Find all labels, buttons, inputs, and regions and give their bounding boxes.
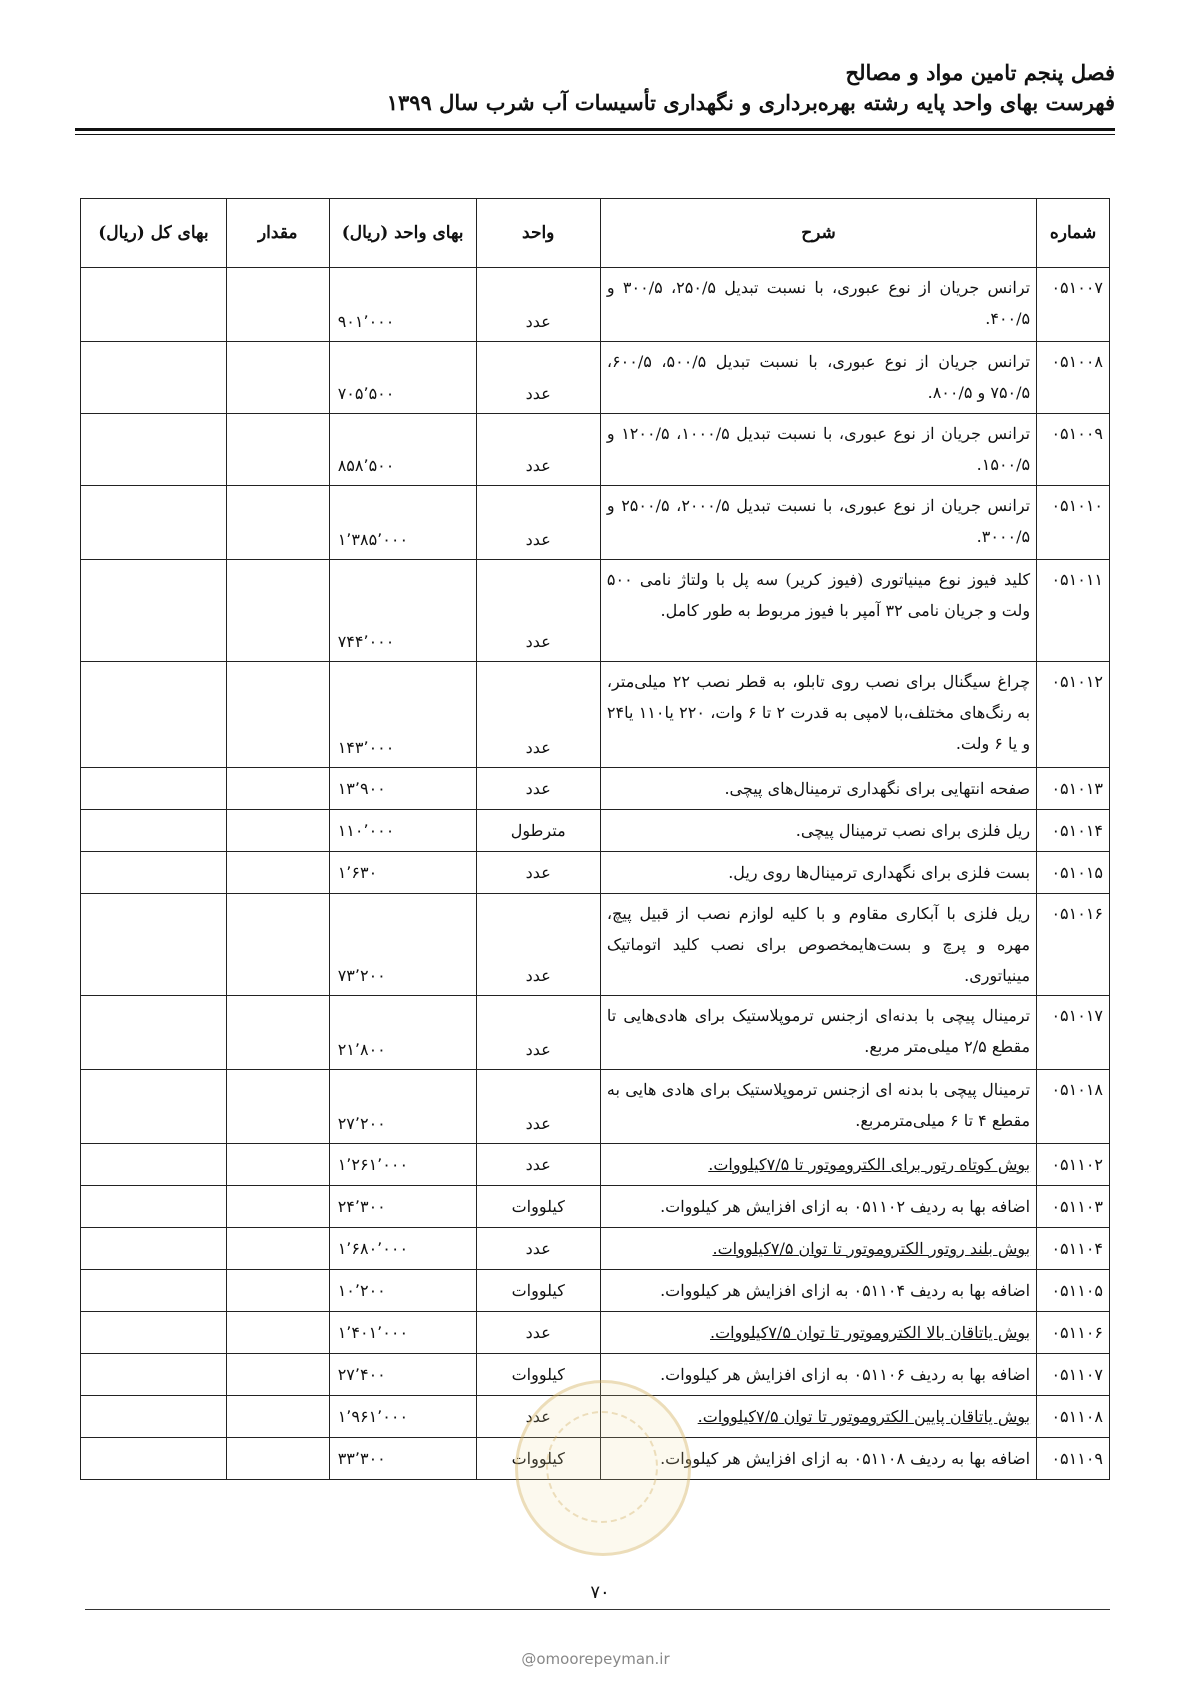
- item-description-text: ترانس جریان از نوع عبوری، با نسبت تبدیل ۲۰۰۰/۵، ۲۵۰۰/۵ و ۳۰۰۰/۵.: [606, 496, 1031, 546]
- item-code: ۰۵۱۱۰۸: [1037, 1396, 1110, 1438]
- item-description-text: ترانس جریان از نوع عبوری، با نسبت تبدیل ۲۵۰/۵، ۳۰۰/۵ و ۴۰۰/۵.: [606, 278, 1031, 328]
- item-code: ۰۵۱۱۰۹: [1037, 1438, 1110, 1480]
- table-row: [81, 560, 1110, 662]
- item-unit: عدد: [476, 1312, 600, 1354]
- item-unit: عدد: [476, 268, 600, 342]
- item-quantity: [226, 414, 329, 486]
- item-description-text: اضافه بها به ردیف ۰۵۱۱۰۲ به ازای افزایش هر کیلووات.: [660, 1197, 1031, 1216]
- item-code: ۰۵۱۰۱۲: [1037, 662, 1110, 768]
- item-code: ۰۵۱۱۰۳: [1037, 1186, 1110, 1228]
- item-unit: کیلووات: [476, 1270, 600, 1312]
- header-unit: واحد: [476, 199, 600, 268]
- item-quantity: [226, 486, 329, 560]
- item-total-price: [81, 996, 227, 1070]
- item-description-text: بست فلزی برای نگهداری ترمینال‌ها روی ریل.: [728, 863, 1031, 882]
- item-unit-price: ۷۰۵٬۵۰۰: [329, 342, 476, 414]
- item-code: ۰۵۱۰۱۶: [1037, 894, 1110, 996]
- item-description: [600, 1312, 1036, 1354]
- header-unit-price: بهای واحد (ریال): [329, 199, 476, 268]
- item-quantity: [226, 342, 329, 414]
- page-header: [75, 58, 1115, 118]
- item-unit-price: ۱٬۳۸۵٬۰۰۰: [329, 486, 476, 560]
- item-code: ۰۵۱۱۰۲: [1037, 1144, 1110, 1186]
- table-row: [81, 1144, 1110, 1186]
- table-row: [81, 894, 1110, 996]
- item-quantity: [226, 560, 329, 662]
- item-code: ۰۵۱۱۰۶: [1037, 1312, 1110, 1354]
- item-quantity: [226, 852, 329, 894]
- website-watermark: @omoorepeyman.ir: [521, 1650, 670, 1668]
- item-unit: عدد: [476, 1396, 600, 1438]
- item-unit-price: ۷۴۴٬۰۰۰: [329, 560, 476, 662]
- item-description-text: بوش بلند روتور الکتروموتور تا توان ۷/۵کیلووات.: [712, 1239, 1031, 1258]
- item-unit-price: ۱٬۲۶۱٬۰۰۰: [329, 1144, 476, 1186]
- item-description-text: صفحه انتهایی برای نگهداری ترمینال‌های پیچی.: [724, 779, 1031, 798]
- item-description: [600, 342, 1036, 414]
- table-row: [81, 1270, 1110, 1312]
- table-row: [81, 342, 1110, 414]
- item-description-text: بوش یاتاقان پایین الکتروموتور تا توان ۷/۵کیلووات.: [697, 1407, 1031, 1426]
- item-description: [600, 268, 1036, 342]
- item-total-price: [81, 810, 227, 852]
- item-quantity: [226, 1438, 329, 1480]
- table-row: [81, 852, 1110, 894]
- item-description-text: اضافه بها به ردیف ۰۵۱۱۰۴ به ازای افزایش هر کیلووات.: [660, 1281, 1031, 1300]
- table-row: [81, 486, 1110, 560]
- item-unit: عدد: [476, 342, 600, 414]
- item-unit-price: ۱٬۶۳۰: [329, 852, 476, 894]
- item-total-price: [81, 852, 227, 894]
- item-description-text: ریل فلزی برای نصب ترمینال پیچی.: [795, 821, 1031, 840]
- table-row: [81, 414, 1110, 486]
- item-code: ۰۵۱۰۰۸: [1037, 342, 1110, 414]
- table-row: [81, 1070, 1110, 1144]
- table-body: [81, 268, 1110, 1480]
- item-quantity: [226, 768, 329, 810]
- item-unit: کیلووات: [476, 1186, 600, 1228]
- item-unit-price: ۱۳٬۹۰۰: [329, 768, 476, 810]
- chapter-title: فصل پنجم تامین مواد و مصالح: [845, 60, 1115, 85]
- item-unit-price: ۱۱۰٬۰۰۰: [329, 810, 476, 852]
- item-code: ۰۵۱۰۰۹: [1037, 414, 1110, 486]
- item-unit: عدد: [476, 1144, 600, 1186]
- table-row: [81, 662, 1110, 768]
- watermark-seal: [515, 1380, 691, 1556]
- table-row: [81, 268, 1110, 342]
- item-description-text: ترمینال پیچی با بدنه ای ازجنس ترموپلاستیک برای هادی هایی به مقطع ۴ تا ۶ میلی‌مترمربع.: [606, 1080, 1031, 1130]
- item-unit-price: ۱۴۳٬۰۰۰: [329, 662, 476, 768]
- item-quantity: [226, 810, 329, 852]
- footer-rule: [85, 1609, 1110, 1610]
- item-total-price: [81, 768, 227, 810]
- item-unit-price: ۷۳٬۲۰۰: [329, 894, 476, 996]
- item-total-price: [81, 1354, 227, 1396]
- item-description-text: ترانس جریان از نوع عبوری، با نسبت تبدیل ۵۰۰/۵، ۶۰۰/۵، ۷۵۰/۵ و ۸۰۰/۵.: [606, 352, 1031, 402]
- item-description-text: کلید فیوز نوع مینیاتوری (فیوز کریر) سه پل با ولتاژ نامی ۵۰۰ ولت و جریان نامی ۳۲ آمپر با فیوز مربوط به طور کامل.: [606, 570, 1031, 620]
- item-unit: عدد: [476, 560, 600, 662]
- item-unit: عدد: [476, 414, 600, 486]
- item-description-text: ترمینال پیچی با بدنه‌ای ازجنس ترموپلاستیک برای هادی‌هایی تا مقطع ۲/۵ میلی‌متر مربع.: [606, 1006, 1031, 1056]
- item-total-price: [81, 268, 227, 342]
- item-total-price: [81, 1270, 227, 1312]
- item-description: [600, 486, 1036, 560]
- price-list-table: [80, 198, 1110, 1480]
- item-unit: عدد: [476, 1228, 600, 1270]
- item-quantity: [226, 268, 329, 342]
- header-rule-thin: [75, 134, 1115, 135]
- table-row: [81, 768, 1110, 810]
- item-description: [600, 662, 1036, 768]
- item-quantity: [226, 1144, 329, 1186]
- item-code: ۰۵۱۰۱۵: [1037, 852, 1110, 894]
- item-unit: عدد: [476, 996, 600, 1070]
- item-description: [600, 1186, 1036, 1228]
- table-row: [81, 1186, 1110, 1228]
- item-unit: کیلووات: [476, 1438, 600, 1480]
- item-total-price: [81, 342, 227, 414]
- item-description-text: بوش کوتاه رتور برای الکتروموتور تا ۷/۵کیلووات.: [708, 1155, 1031, 1174]
- item-unit-price: ۲۷٬۴۰۰: [329, 1354, 476, 1396]
- item-total-price: [81, 414, 227, 486]
- table-row: [81, 996, 1110, 1070]
- item-code: ۰۵۱۰۱۷: [1037, 996, 1110, 1070]
- item-quantity: [226, 1270, 329, 1312]
- price-list-table-wrapper: [80, 198, 1110, 1480]
- item-description: [600, 1270, 1036, 1312]
- item-description: [600, 1354, 1036, 1396]
- item-quantity: [226, 662, 329, 768]
- header-rule-thick: [75, 128, 1115, 131]
- item-unit-price: ۹۰۱٬۰۰۰: [329, 268, 476, 342]
- item-unit: کیلووات: [476, 1354, 600, 1396]
- header-quantity: مقدار: [226, 199, 329, 268]
- item-quantity: [226, 1070, 329, 1144]
- item-description: [600, 996, 1036, 1070]
- item-unit-price: ۸۵۸٬۵۰۰: [329, 414, 476, 486]
- item-unit: عدد: [476, 768, 600, 810]
- item-unit-price: ۲۷٬۲۰۰: [329, 1070, 476, 1144]
- item-description-text: ریل فلزی با آبکاری مقاوم و با کلیه لوازم نصب از قبیل پیچ، مهره و پرچ و بست‌هایمخصوص برای نصب کلید اتوماتیک مینیاتوری.: [606, 904, 1031, 985]
- item-code: ۰۵۱۰۱۳: [1037, 768, 1110, 810]
- item-description-text: ترانس جریان از نوع عبوری، با نسبت تبدیل ۱۰۰۰/۵، ۱۲۰۰/۵ و ۱۵۰۰/۵.: [606, 424, 1031, 474]
- item-code: ۰۵۱۰۱۰: [1037, 486, 1110, 560]
- item-unit: مترطول: [476, 810, 600, 852]
- table-row: [81, 1312, 1110, 1354]
- item-unit: عدد: [476, 662, 600, 768]
- item-unit: عدد: [476, 894, 600, 996]
- item-total-price: [81, 1144, 227, 1186]
- item-code: ۰۵۱۱۰۷: [1037, 1354, 1110, 1396]
- item-unit-price: ۱٬۴۰۱٬۰۰۰: [329, 1312, 476, 1354]
- item-unit-price: ۱٬۹۶۱٬۰۰۰: [329, 1396, 476, 1438]
- item-code: ۰۵۱۱۰۵: [1037, 1270, 1110, 1312]
- header-code: شماره: [1037, 199, 1110, 268]
- item-unit-price: ۲۱٬۸۰۰: [329, 996, 476, 1070]
- item-total-price: [81, 1396, 227, 1438]
- item-description-text: بوش یاتاقان بالا الکتروموتور تا توان ۷/۵کیلووات.: [710, 1323, 1031, 1342]
- item-quantity: [226, 1186, 329, 1228]
- item-quantity: [226, 1396, 329, 1438]
- item-description: [600, 1144, 1036, 1186]
- table-row: [81, 810, 1110, 852]
- item-unit: عدد: [476, 1070, 600, 1144]
- item-unit-price: ۳۳٬۳۰۰: [329, 1438, 476, 1480]
- item-total-price: [81, 1228, 227, 1270]
- item-quantity: [226, 894, 329, 996]
- item-description: [600, 1228, 1036, 1270]
- header-total-price: بهای کل (ریال): [81, 199, 227, 268]
- item-description: [600, 414, 1036, 486]
- item-quantity: [226, 1354, 329, 1396]
- header-description: شرح: [600, 199, 1036, 268]
- item-code: ۰۵۱۰۰۷: [1037, 268, 1110, 342]
- item-description-text: اضافه بها به ردیف ۰۵۱۱۰۸ به ازای افزایش هر کیلووات.: [660, 1449, 1031, 1468]
- item-total-price: [81, 1438, 227, 1480]
- item-unit-price: ۲۴٬۳۰۰: [329, 1186, 476, 1228]
- item-description: [600, 852, 1036, 894]
- item-code: ۰۵۱۰۱۴: [1037, 810, 1110, 852]
- item-description: [600, 768, 1036, 810]
- item-total-price: [81, 560, 227, 662]
- table-row: [81, 1228, 1110, 1270]
- item-description: [600, 810, 1036, 852]
- item-total-price: [81, 1312, 227, 1354]
- item-total-price: [81, 486, 227, 560]
- item-unit-price: ۱٬۶۸۰٬۰۰۰: [329, 1228, 476, 1270]
- item-description: [600, 560, 1036, 662]
- item-code: ۰۵۱۰۱۸: [1037, 1070, 1110, 1144]
- table-header-row: [81, 199, 1110, 268]
- item-quantity: [226, 1228, 329, 1270]
- item-unit: عدد: [476, 486, 600, 560]
- item-quantity: [226, 996, 329, 1070]
- item-description: [600, 894, 1036, 996]
- document-title: فهرست بهای واحد پایه رشته بهره‌برداری و نگهداری تأسیسات آب شرب سال ۱۳۹۹: [386, 90, 1115, 115]
- item-quantity: [226, 1312, 329, 1354]
- item-code: ۰۵۱۰۱۱: [1037, 560, 1110, 662]
- item-unit-price: ۱۰٬۲۰۰: [329, 1270, 476, 1312]
- item-total-price: [81, 894, 227, 996]
- item-total-price: [81, 662, 227, 768]
- item-description-text: چراغ سیگنال برای نصب روی تابلو، به قطر نصب ۲۲ میلی‌متر، به رنگ‌های مختلف،با لامپی به قدرت ۲ تا ۶ وات، ۲۲۰ یا۱۱۰ یا۲۴ و یا ۶ ولت.: [606, 672, 1031, 753]
- item-unit: عدد: [476, 852, 600, 894]
- item-total-price: [81, 1186, 227, 1228]
- item-code: ۰۵۱۱۰۴: [1037, 1228, 1110, 1270]
- item-description: [600, 1070, 1036, 1144]
- item-description-text: اضافه بها به ردیف ۰۵۱۱۰۶ به ازای افزایش هر کیلووات.: [660, 1365, 1031, 1384]
- item-total-price: [81, 1070, 227, 1144]
- page-number: ۷۰: [590, 1582, 610, 1603]
